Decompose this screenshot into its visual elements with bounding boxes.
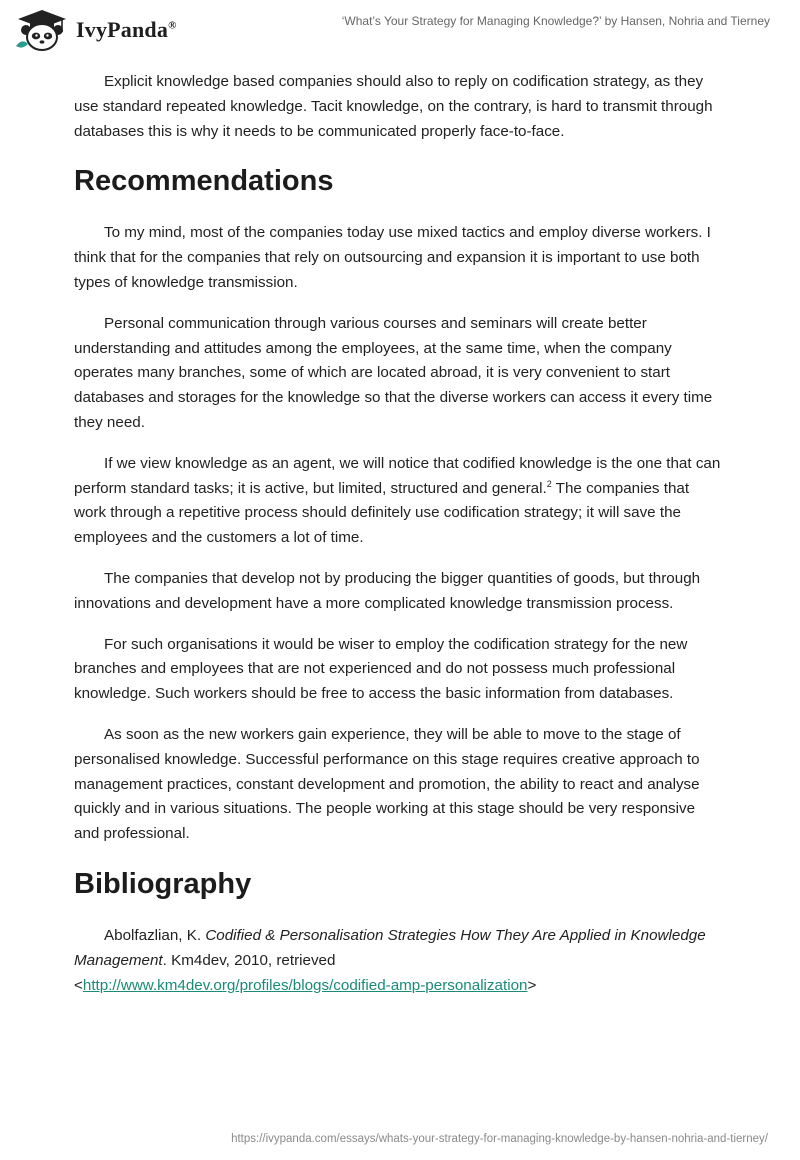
recommendation-paragraph-3-part-b: The companies that work through a repetitive process should definitely use codification strategy; it will save the employees and the customers a lot of time.	[74, 479, 690, 547]
recommendation-paragraph-5: For such organisations it would be wiser to employ the codification strategy for the new branches and employees that are not experienced and do not possess much professional knowledge. Such workers should be free to access the basic information from databases.	[74, 635, 688, 703]
logo[interactable]	[14, 8, 177, 52]
bib-title: Codified & Personalisation Strategies How They Are Applied in Knowledge Management	[74, 926, 706, 969]
page-header	[0, 0, 800, 60]
bib-publisher: . Km4dev, 2010, retrieved	[162, 951, 336, 969]
logo-text: IvyPanda®	[76, 17, 177, 42]
recommendation-paragraph-1: To my mind, most of the companies today use mixed tactics and employ diverse workers. I think that for the companies that rely on outsourcing and expansion it is important to use both types of knowledge transmission.	[74, 224, 711, 291]
recommendation-paragraph-4: The companies that develop not by producing the bigger quantities of goods, but through innovations and development have a more complicated knowledge transmission process.	[74, 569, 701, 612]
recommendation-paragraph-3-part-a: If we view knowledge as an agent, we will notice that codified knowledge is the one that can perform standard tasks; it is active, but limited, structured and general.	[74, 454, 721, 497]
bibliography-entry	[74, 924, 724, 998]
recommendation-paragraph-3	[74, 452, 724, 551]
bib-close-bracket: >	[527, 976, 537, 994]
document-body	[74, 70, 724, 1014]
intro-paragraph: Explicit knowledge based companies should also to reply on codification strategy, as they use standard repeated knowledge. Tacit knowledge, on the contrary, is hard to transmit through databases this is why it needs to be communicated properly face-to-face.	[74, 73, 713, 140]
bibliography-heading: Bibliography	[74, 867, 252, 900]
recommendations-heading: Recommendations	[74, 165, 334, 198]
bib-author: Abolfazlian, K.	[104, 926, 206, 944]
bib-url-link[interactable]: http://www.km4dev.org/profiles/blogs/codified-amp-personalization	[82, 976, 528, 994]
bib-open-bracket: <	[74, 976, 83, 994]
recommendation-paragraph-6: As soon as the new workers gain experience, they will be able to move to the stage of personalised knowledge. Successful performance on this stage requires creative approach to management practices, constant development and promotion, the ability to react and analyse quickly and in various situations. The people working at this stage should be very responsive and professional.	[74, 725, 700, 843]
recommendation-paragraph-2: Personal communication through various courses and seminars will create better understanding and attitudes among the employees, at the same time, when the company operates many branches, some of which are located abroad, it is very convenient to start databases and storages for the knowledge so that the diverse workers can access it every time they need.	[74, 314, 713, 431]
running-title: ‘What’s Your Strategy for Managing Knowledge?’ by Hansen, Nohria and Tierney	[341, 14, 770, 28]
footnote-marker[interactable]: 2	[546, 478, 552, 489]
panda-graduate-icon	[14, 8, 70, 52]
footer-source-url[interactable]: https://ivypanda.com/essays/whats-your-strategy-for-managing-knowledge-by-hansen-nohria-and-tierney/	[231, 1133, 768, 1145]
